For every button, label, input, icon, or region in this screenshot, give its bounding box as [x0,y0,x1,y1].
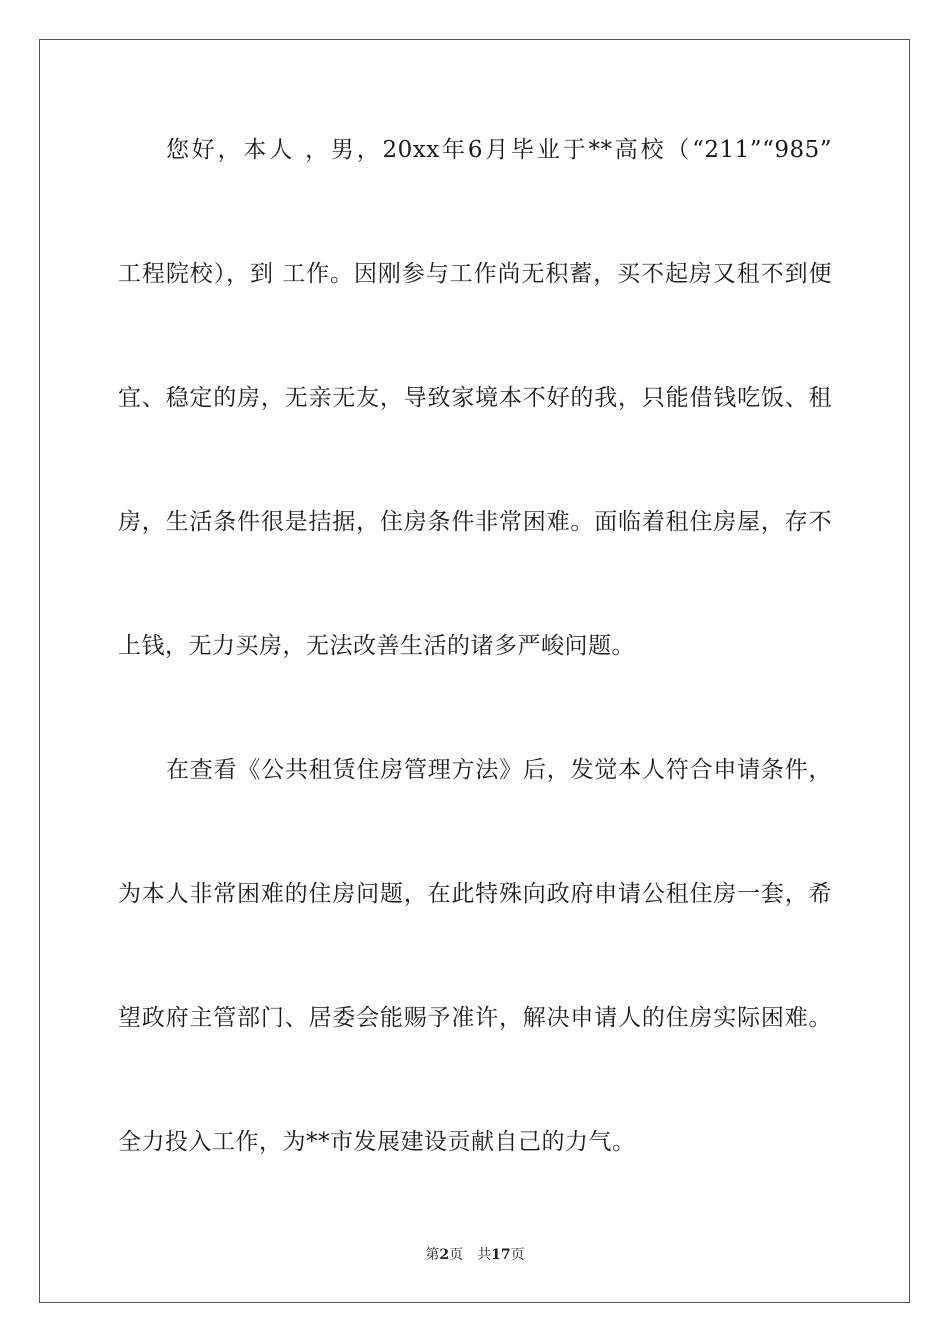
text-line: 宜、稳定的房，无亲无友，导致家境本不好的我，只能借钱吃饭、租 [118,385,832,411]
footer-page-suffix: 页 [449,1247,464,1263]
footer-total-prefix: 共 [477,1247,492,1263]
page-footer [0,1246,950,1264]
footer-total-suffix: 页 [510,1247,525,1263]
text-line: 望政府主管部门、居委会能赐予准许，解决申请人的住房实际困难。 [118,1005,832,1031]
text-line: 全力投入工作，为**市发展建设贡献自己的力气。 [118,1129,636,1155]
text-line: 在查看《公共租赁住房管理方法》后，发觉本人符合申请条件， [166,757,832,783]
page-border [39,39,910,1303]
text-line: 为本人非常困难的住房问题，在此特殊向政府申请公租住房一套，希 [118,881,832,907]
text-line: 房，生活条件很是拮据，住房条件非常困难。面临着租住房屋，存不 [118,509,832,535]
text-line: 您好，本人 ，男，20xx年6月毕业于**高校（“211”“985” [166,137,832,163]
footer-total-pages: 17 [491,1247,511,1263]
text-line: 工程院校），到 工作。因刚参与工作尚无积蓄，买不起房又租不到便 [118,261,832,287]
footer-page-number: 2 [439,1247,450,1263]
text-line: 上钱，无力买房，无法改善生活的诸多严峻问题。 [118,633,635,659]
footer-page-prefix: 第 [425,1247,440,1263]
